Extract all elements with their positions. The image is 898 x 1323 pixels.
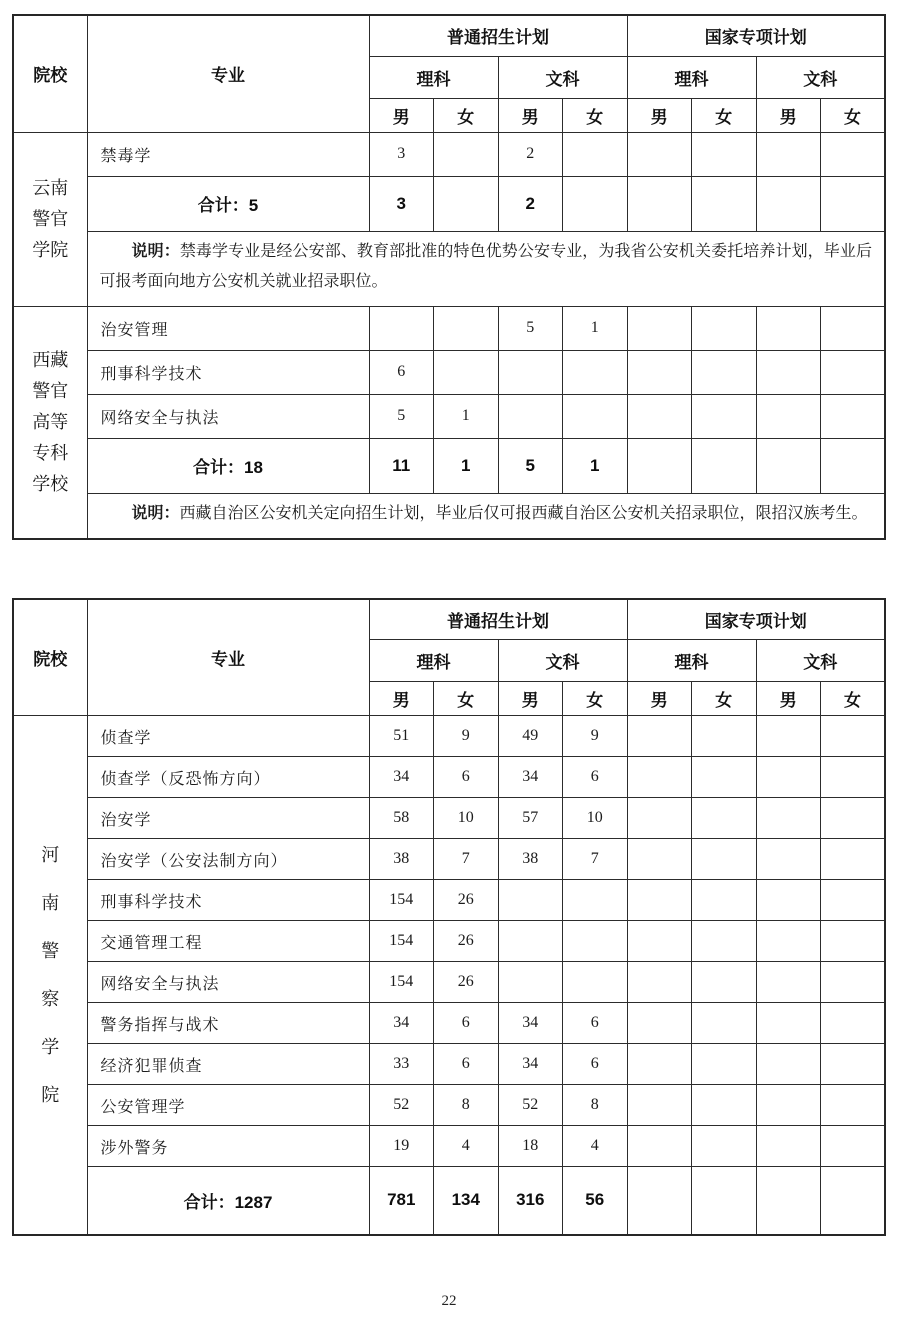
institution-name-line: 察 <box>41 988 60 1009</box>
plan-count <box>563 921 628 962</box>
total-count <box>756 438 821 493</box>
total-count: 1 <box>563 438 628 493</box>
plan-count: 154 <box>369 962 434 1003</box>
plan-count: 38 <box>498 839 563 880</box>
total-count <box>821 176 886 231</box>
total-row <box>13 438 885 493</box>
header-gender: 男 <box>369 682 434 716</box>
plan-count <box>369 306 434 350</box>
institution-name-line: 南 <box>41 892 60 913</box>
plan-count <box>756 921 821 962</box>
institution-name <box>13 132 87 306</box>
plan-count: 57 <box>498 798 563 839</box>
plan-count: 34 <box>369 757 434 798</box>
plan-count <box>563 962 628 1003</box>
total-count: 781 <box>369 1167 434 1235</box>
header-gender: 女 <box>563 98 628 132</box>
plan-count <box>756 1044 821 1085</box>
total-count: 1 <box>434 438 499 493</box>
major-row <box>13 1126 885 1167</box>
header-gender: 男 <box>627 682 692 716</box>
plan-count <box>692 839 757 880</box>
total-count <box>756 176 821 231</box>
plan-count: 26 <box>434 962 499 1003</box>
plan-count <box>563 132 628 176</box>
major-row <box>13 716 885 757</box>
total-count <box>692 438 757 493</box>
major-name: 治安管理 <box>87 306 369 350</box>
plan-count <box>627 880 692 921</box>
plan-count <box>627 1044 692 1085</box>
plan-count: 34 <box>498 1003 563 1044</box>
major-row <box>13 880 885 921</box>
total-count <box>627 176 692 231</box>
header-gender: 女 <box>434 682 499 716</box>
institution-name-line: 西藏 <box>32 349 69 370</box>
header-row-plan-groups <box>13 15 885 56</box>
institution-name <box>13 306 87 539</box>
plan-count <box>756 350 821 394</box>
header-gender: 男 <box>498 682 563 716</box>
plan-count <box>434 132 499 176</box>
plan-count <box>821 1126 886 1167</box>
total-count: 56 <box>563 1167 628 1235</box>
header-row-plan-groups <box>13 599 885 640</box>
plan-count: 18 <box>498 1126 563 1167</box>
plan-count: 4 <box>434 1126 499 1167</box>
note-cell <box>87 493 885 539</box>
table-header <box>13 599 885 716</box>
total-row <box>13 1167 885 1235</box>
plan-count: 6 <box>563 1044 628 1085</box>
plan-count: 9 <box>434 716 499 757</box>
plan-count <box>756 880 821 921</box>
header-gender: 男 <box>369 98 434 132</box>
plan-count <box>756 962 821 1003</box>
plan-count <box>756 1085 821 1126</box>
enrollment-plan-table-2 <box>12 598 886 1236</box>
plan-count: 8 <box>434 1085 499 1126</box>
plan-count: 8 <box>563 1085 628 1126</box>
note-row <box>13 493 885 539</box>
plan-count: 154 <box>369 921 434 962</box>
plan-count <box>756 839 821 880</box>
header-institution: 院校 <box>13 15 87 132</box>
institution-name-line: 学校 <box>32 473 69 494</box>
plan-count <box>627 757 692 798</box>
plan-count <box>756 132 821 176</box>
major-name: 交通管理工程 <box>87 921 369 962</box>
total-count <box>692 176 757 231</box>
plan-count: 7 <box>563 839 628 880</box>
major-name: 刑事科学技术 <box>87 880 369 921</box>
plan-count: 6 <box>434 1003 499 1044</box>
total-count: 134 <box>434 1167 499 1235</box>
section-note <box>100 237 873 297</box>
plan-count <box>692 394 757 438</box>
plan-count <box>692 350 757 394</box>
plan-count <box>821 394 886 438</box>
plan-count: 49 <box>498 716 563 757</box>
total-count: 2 <box>498 176 563 231</box>
plan-count <box>756 757 821 798</box>
note-label: 说明： <box>131 242 180 260</box>
header-gender: 女 <box>821 682 886 716</box>
institution-name-line: 警 <box>41 940 60 961</box>
header-track: 文科 <box>756 640 885 682</box>
plan-count <box>627 394 692 438</box>
plan-count: 6 <box>369 350 434 394</box>
major-row <box>13 350 885 394</box>
plan-count <box>498 394 563 438</box>
plan-count <box>627 350 692 394</box>
plan-count: 7 <box>434 839 499 880</box>
plan-count: 1 <box>434 394 499 438</box>
plan-count: 9 <box>563 716 628 757</box>
header-track: 理科 <box>369 640 498 682</box>
plan-count <box>821 716 886 757</box>
plan-count <box>756 1126 821 1167</box>
note-cell <box>87 231 885 306</box>
header-track: 文科 <box>756 56 885 98</box>
major-name: 侦查学（反恐怖方向） <box>87 757 369 798</box>
plan-count: 10 <box>434 798 499 839</box>
plan-count <box>821 1085 886 1126</box>
plan-count <box>627 839 692 880</box>
plan-count <box>756 798 821 839</box>
plan-count <box>692 132 757 176</box>
plan-count: 26 <box>434 880 499 921</box>
header-gender: 女 <box>821 98 886 132</box>
note-text-body: 禁毒学专业是经公安部、教育部批准的特色优势公安专业，为我省公安机关委托培养计划，毕业后可报考面向地方公安机关就业招录职位。 <box>99 242 872 290</box>
page-number: 22 <box>441 1293 457 1309</box>
total-label: 合计：18 <box>87 438 369 493</box>
total-row <box>13 176 885 231</box>
major-name: 网络安全与执法 <box>87 394 369 438</box>
institution-name-line: 高等 <box>32 411 69 432</box>
total-count <box>756 1167 821 1235</box>
plan-count: 38 <box>369 839 434 880</box>
plan-count <box>498 962 563 1003</box>
plan-count <box>627 1003 692 1044</box>
institution-name-line: 河 <box>41 844 60 865</box>
major-name: 治安学 <box>87 798 369 839</box>
enrollment-plan-table-1 <box>12 14 886 540</box>
major-name: 公安管理学 <box>87 1085 369 1126</box>
major-name: 禁毒学 <box>87 132 369 176</box>
plan-count <box>692 798 757 839</box>
plan-count <box>627 962 692 1003</box>
plan-count: 51 <box>369 716 434 757</box>
major-row <box>13 839 885 880</box>
institution-name-line: 学院 <box>32 239 69 260</box>
major-row <box>13 757 885 798</box>
plan-count: 34 <box>369 1003 434 1044</box>
plan-count <box>692 921 757 962</box>
total-count <box>563 176 628 231</box>
plan-count <box>756 1003 821 1044</box>
plan-count <box>821 839 886 880</box>
plan-count <box>627 921 692 962</box>
header-gender: 女 <box>692 682 757 716</box>
header-track: 文科 <box>498 56 627 98</box>
major-row <box>13 1044 885 1085</box>
header-gender: 男 <box>627 98 692 132</box>
note-row <box>13 231 885 306</box>
plan-count: 19 <box>369 1126 434 1167</box>
plan-count: 33 <box>369 1044 434 1085</box>
major-row <box>13 962 885 1003</box>
major-row <box>13 1003 885 1044</box>
plan-count <box>821 1044 886 1085</box>
plan-count <box>627 1085 692 1126</box>
header-plan-group: 普通招生计划 <box>369 599 627 640</box>
major-name: 侦查学 <box>87 716 369 757</box>
total-count <box>821 1167 886 1235</box>
table-header <box>13 15 885 132</box>
total-count <box>821 438 886 493</box>
header-track: 理科 <box>627 640 756 682</box>
plan-count <box>756 716 821 757</box>
plan-count: 10 <box>563 798 628 839</box>
header-gender: 男 <box>498 98 563 132</box>
plan-count <box>498 350 563 394</box>
plan-count: 1 <box>563 306 628 350</box>
institution-name <box>13 716 87 1235</box>
major-row <box>13 394 885 438</box>
plan-count <box>627 716 692 757</box>
note-label: 说明： <box>131 504 180 522</box>
major-name: 网络安全与执法 <box>87 962 369 1003</box>
major-row <box>13 132 885 176</box>
plan-count: 52 <box>369 1085 434 1126</box>
plan-count <box>692 880 757 921</box>
plan-count <box>756 306 821 350</box>
total-count <box>692 1167 757 1235</box>
plan-count <box>756 394 821 438</box>
plan-count <box>821 132 886 176</box>
institution-name-line: 学 <box>41 1036 60 1057</box>
institution-name-line: 警官 <box>32 380 69 401</box>
header-institution: 院校 <box>13 599 87 716</box>
plan-count <box>627 132 692 176</box>
header-major: 专业 <box>87 15 369 132</box>
table-body <box>13 132 885 539</box>
header-track: 文科 <box>498 640 627 682</box>
major-name: 刑事科学技术 <box>87 350 369 394</box>
plan-count: 6 <box>434 757 499 798</box>
plan-count <box>434 306 499 350</box>
plan-count <box>821 306 886 350</box>
plan-count: 34 <box>498 1044 563 1085</box>
plan-count <box>692 1044 757 1085</box>
major-name: 警务指挥与战术 <box>87 1003 369 1044</box>
plan-count <box>498 921 563 962</box>
plan-count <box>692 1003 757 1044</box>
plan-count <box>692 757 757 798</box>
plan-count: 34 <box>498 757 563 798</box>
total-label: 合计：1287 <box>87 1167 369 1235</box>
header-track: 理科 <box>627 56 756 98</box>
header-gender: 男 <box>756 98 821 132</box>
plan-count: 3 <box>369 132 434 176</box>
header-gender: 女 <box>563 682 628 716</box>
plan-count <box>821 962 886 1003</box>
major-name: 治安学（公安法制方向） <box>87 839 369 880</box>
total-count <box>627 1167 692 1235</box>
total-label: 合计：5 <box>87 176 369 231</box>
institution-name-line: 云南 <box>32 177 69 198</box>
header-plan-group: 国家专项计划 <box>627 599 885 640</box>
plan-count <box>563 350 628 394</box>
header-track: 理科 <box>369 56 498 98</box>
major-row <box>13 1085 885 1126</box>
total-count <box>627 438 692 493</box>
header-gender: 男 <box>756 682 821 716</box>
institution-name-line: 专科 <box>32 442 69 463</box>
plan-count <box>434 350 499 394</box>
total-count: 316 <box>498 1167 563 1235</box>
major-row <box>13 306 885 350</box>
header-major: 专业 <box>87 599 369 716</box>
plan-count <box>692 1085 757 1126</box>
plan-count: 4 <box>563 1126 628 1167</box>
plan-count: 6 <box>434 1044 499 1085</box>
plan-count <box>627 798 692 839</box>
plan-count <box>563 880 628 921</box>
plan-count: 52 <box>498 1085 563 1126</box>
total-count: 5 <box>498 438 563 493</box>
header-plan-group: 普通招生计划 <box>369 15 627 56</box>
total-count: 3 <box>369 176 434 231</box>
major-name: 涉外警务 <box>87 1126 369 1167</box>
plan-count <box>821 880 886 921</box>
header-gender: 女 <box>692 98 757 132</box>
note-text-body: 西藏自治区公安机关定向招生计划，毕业后仅可报西藏自治区公安机关招录职位，限招汉族考生。 <box>179 504 868 522</box>
plan-count <box>821 350 886 394</box>
plan-count: 58 <box>369 798 434 839</box>
plan-count: 6 <box>563 757 628 798</box>
plan-count <box>692 306 757 350</box>
total-count: 11 <box>369 438 434 493</box>
plan-count <box>692 962 757 1003</box>
plan-count <box>563 394 628 438</box>
plan-count: 26 <box>434 921 499 962</box>
plan-count <box>821 757 886 798</box>
header-plan-group: 国家专项计划 <box>627 15 885 56</box>
major-row <box>13 798 885 839</box>
plan-count: 2 <box>498 132 563 176</box>
major-name: 经济犯罪侦查 <box>87 1044 369 1085</box>
plan-count <box>627 1126 692 1167</box>
plan-count: 154 <box>369 880 434 921</box>
plan-count <box>821 1003 886 1044</box>
header-gender: 女 <box>434 98 499 132</box>
institution-name-line: 院 <box>41 1084 60 1105</box>
plan-count <box>821 798 886 839</box>
plan-count <box>627 306 692 350</box>
plan-count <box>692 1126 757 1167</box>
plan-count: 6 <box>563 1003 628 1044</box>
institution-name-line: 警官 <box>32 208 69 229</box>
total-count <box>434 176 499 231</box>
plan-count <box>498 880 563 921</box>
section-note <box>100 499 873 529</box>
major-row <box>13 921 885 962</box>
plan-count: 5 <box>369 394 434 438</box>
table-body <box>13 716 885 1235</box>
plan-count <box>692 716 757 757</box>
plan-count: 5 <box>498 306 563 350</box>
plan-count <box>821 921 886 962</box>
